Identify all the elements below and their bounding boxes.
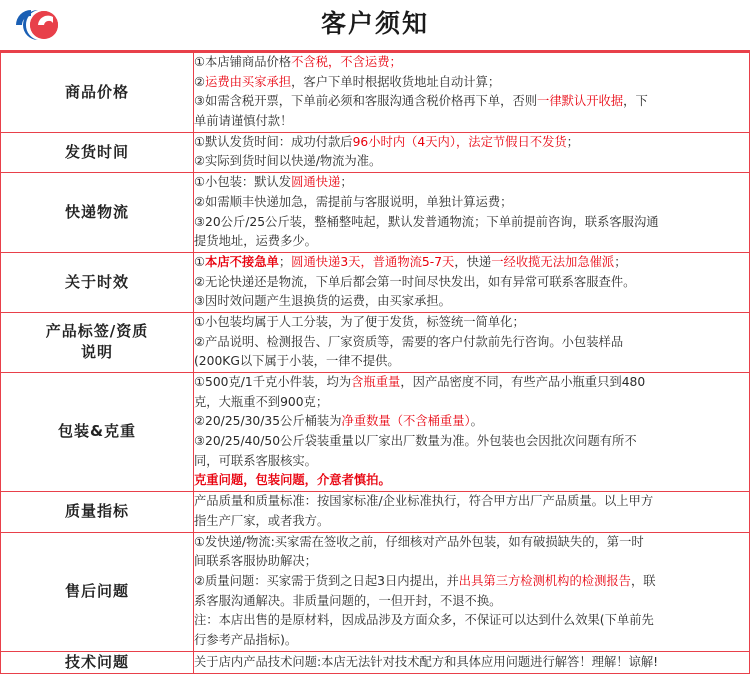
notice-row-content [194,492,750,532]
notice-text: 本店不接急单 [205,254,279,269]
notice-text: 。 [470,414,483,429]
page-title: 客户须知 [320,9,429,38]
notice-line [194,292,749,311]
notice-text: ②如需顺丰快递加急，需提前与客服说明，单独计算运费； [194,194,513,209]
notice-text: 行参考产品指标)。 [194,632,298,647]
notice-text: ①500克/1千克小件装，均为 [194,375,352,389]
notice-row-content [194,132,750,172]
notice-text: ① [194,254,206,269]
notice-line [194,412,749,431]
notice-line [194,572,749,591]
notice-row-label: 技术问题 [1,651,194,674]
notice-text: ； [614,254,627,269]
notice-text: 系客服沟通解决。非质量问题的，一但开封，不退不换。 [194,593,502,608]
notice-line [194,492,749,511]
notice-text: 关于店内产品技术问题:本店无法针对技术配方和具体应用问题进行解答！理解！谅解! [194,654,659,669]
notice-line [194,393,749,412]
notice-text: 提货地址，运费多少。 [194,234,317,249]
notice-row-label: 发货时间 [1,132,194,172]
notice-line [194,313,749,332]
notice-text: (200KG以下属于小装，一律不提供。 [194,354,400,369]
notice-text: ③20公斤/25公斤装，整桶整吨起，默认发普通物流；下单前提前咨询，联系客服沟通 [194,214,659,229]
notice-line [194,273,749,292]
notice-row-label: 包装&克重 [1,373,194,492]
notice-line [194,73,749,92]
notice-line [194,92,749,111]
notice-text: 注：本店出售的是原材料，因成品涉及方面众多，不保证可以达到什么效果(下单前先 [194,613,654,628]
notice-text: ； [278,254,292,269]
notice-row [1,373,750,492]
notice-text: 圆通快递 [291,175,341,190]
notice-text: ③如需含税开票，下单前必须和客服沟通含税价格再下单，否则 [194,94,538,109]
notice-line [194,232,749,251]
notice-text: 含瓶重量 [351,375,401,389]
notice-text: 一经收揽无法加急催派 [491,254,615,269]
notice-row-content [194,312,750,372]
notice-line [194,133,749,152]
notice-text: ，联 [630,573,656,588]
notice-line [194,53,749,72]
notice-text: ②20/25/30/35公斤桶装为 [194,414,342,429]
notice-text: ①本店铺商品价格 [194,55,292,69]
notice-text: ①发快递/物流:买家需在签收之前，仔细核对产品外包装，如有破损缺失的，第一时 [194,534,644,549]
notice-row [1,173,750,253]
notice-line [194,512,749,531]
notice-row [1,53,750,133]
notice-text: ② [194,74,206,89]
notice-text: ③20/25/40/50公斤袋装重量以厂家出厂数量为准。外包装也会因批次问题有所不 [194,434,637,449]
notice-line [194,213,749,232]
notice-row-label: 商品价格 [1,53,194,133]
notice-text: 单前请谨慎付款！ [194,114,293,129]
notice-row [1,312,750,372]
notice-line [194,112,749,131]
notice-text: ； [340,175,353,190]
notice-line [194,552,749,571]
notice-table [0,52,750,674]
notice-text: ①默认发货时间：成功付款后 [194,134,353,149]
notice-text: ，快递 [454,254,492,269]
notice-text: 一律默认开收据 [537,94,624,109]
notice-row-content [194,651,750,674]
page-header [0,0,750,52]
notice-line [194,333,749,352]
notice-row [1,651,750,674]
notice-line [194,631,749,650]
company-logo [8,2,78,48]
notice-text: 指生产厂家，或者我方。 [194,513,330,528]
notice-text: 产品质量和质量标准：按国家标准/企业标准执行，符合甲方出厂产品质量。以上甲方 [194,494,654,509]
notice-text: ②实际到货时间以快递/物流为准。 [194,154,382,169]
notice-line [194,611,749,630]
notice-text: ②无论快递还是物流，下单后都会第一时间尽快发出，如有异常可联系客服查件。 [194,274,636,289]
notice-text: 出具第三方检测机构的检测报告 [458,573,631,588]
notice-text: 96小时内（4天内），法定节假日不发货 [352,134,567,149]
notice-text: 克，大瓶重不到900克； [194,394,329,409]
notice-text: 不含税，不含运费； [291,55,402,69]
notice-text: 运费由买家承担 [205,74,292,89]
notice-row-label: 质量指标 [1,492,194,532]
notice-line [194,373,749,392]
notice-line [194,533,749,552]
notice-row-label: 产品标签/资质 说明 [1,312,194,372]
notice-text: 净重数量（不含桶重量） [341,414,471,429]
notice-row [1,252,750,312]
notice-text: ③因时效问题产生退换货的运费，由买家承担。 [194,294,451,309]
notice-row-content [194,252,750,312]
notice-line [194,173,749,192]
notice-line [194,432,749,451]
notice-text: 间联系客服协助解决； [194,554,317,569]
notice-row [1,532,750,651]
notice-line [194,452,749,471]
notice-line [194,352,749,371]
notice-text: ①小包装：默认发 [194,175,292,190]
notice-row-content [194,532,750,651]
notice-row [1,132,750,172]
notice-line [194,253,749,272]
notice-row-label: 快递物流 [1,173,194,253]
notice-text: ②质量问题：买家需于货到之日起3日内提出，并 [194,573,459,588]
notice-text: ②产品说明、检测报告、厂家资质等，需要的客户付款前先行咨询。小包装样品 [194,334,624,349]
notice-text: ，客户下单时根据收货地址自动计算； [291,74,501,89]
notice-row-content [194,373,750,492]
notice-line [194,193,749,212]
notice-text: 圆通快递3天，普通物流5-7天 [291,254,455,269]
notice-text: ①小包装均属于人工分装，为了便于发货，标签统一简单化； [194,314,525,329]
notice-line [194,653,749,672]
notice-row-content [194,173,750,253]
notice-text: 同，可联系客服核实。 [194,453,317,468]
notice-line [194,592,749,611]
notice-line [194,471,749,490]
notice-table-body [1,53,750,674]
notice-text: ，因产品密度不同，有些产品小瓶重只到480 [400,375,646,389]
notice-row-content [194,53,750,133]
notice-line [194,152,749,171]
notice-text: 克重问题，包装问题，介意者慎拍。 [194,473,391,488]
notice-row [1,492,750,532]
notice-text: ； [566,134,579,149]
notice-row-label: 关于时效 [1,252,194,312]
notice-text: ，下 [623,94,648,109]
notice-row-label: 售后问题 [1,532,194,651]
